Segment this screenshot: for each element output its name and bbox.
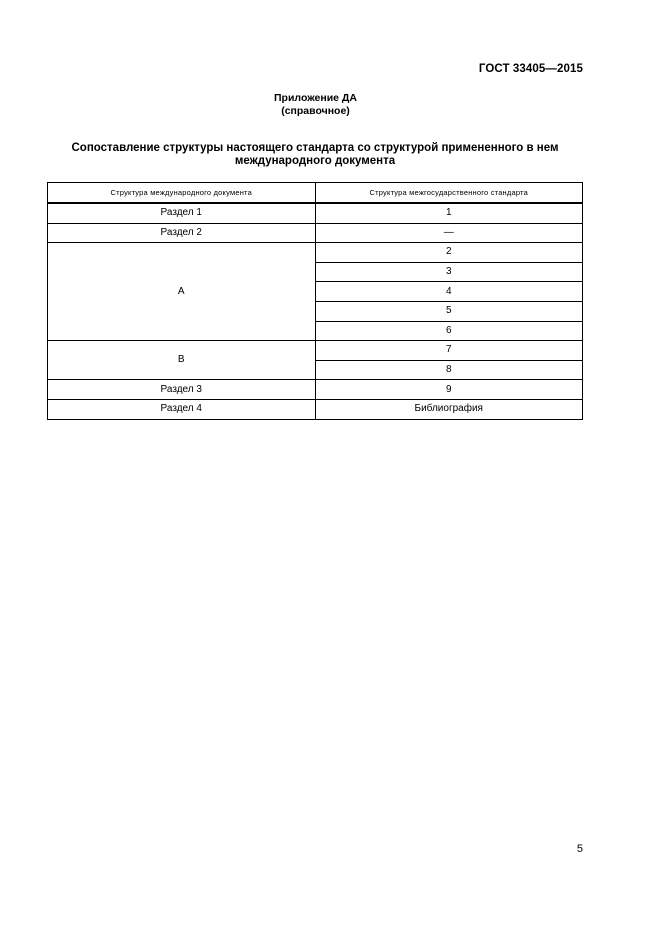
appendix-heading (0, 92, 631, 117)
table-title-line-1: Сопоставление структуры настоящего стандарта со структурой примененного в нем (71, 142, 559, 154)
appendix-title: Приложение ДА (274, 92, 357, 104)
international-structure-cell: Раздел 3 (48, 380, 316, 400)
column-header-international: Структура международного документа (48, 183, 316, 204)
table-row (48, 399, 583, 419)
interstate-structure-cell: 8 (315, 360, 583, 380)
interstate-structure-cell: 6 (315, 321, 583, 341)
interstate-structure-cell: 3 (315, 262, 583, 282)
international-structure-cell: B (48, 341, 316, 380)
table-title (48, 142, 582, 168)
international-structure-cell: A (48, 243, 316, 341)
appendix-subtitle: (справочное) (281, 104, 350, 117)
international-structure-cell: Раздел 1 (48, 203, 316, 223)
table-title-line-2: международного документа (234, 155, 396, 167)
table-row (48, 380, 583, 400)
standard-code: ГОСТ 33405—2015 (478, 63, 583, 75)
interstate-structure-cell: 1 (315, 203, 583, 223)
page-number: 5 (576, 843, 583, 855)
interstate-structure-cell: 7 (315, 341, 583, 361)
international-structure-cell: Раздел 2 (48, 223, 316, 243)
interstate-structure-cell: 5 (315, 301, 583, 321)
interstate-structure-cell: — (315, 223, 583, 243)
interstate-structure-cell: 4 (315, 282, 583, 302)
interstate-structure-cell: 2 (315, 243, 583, 263)
column-header-interstate: Структура межгосударственного стандарта (315, 183, 583, 204)
interstate-structure-cell: 9 (315, 380, 583, 400)
table-row (48, 341, 583, 361)
international-structure-cell: Раздел 4 (48, 399, 316, 419)
table-row (48, 243, 583, 263)
table-header-row (48, 183, 583, 204)
table-body (48, 203, 583, 419)
structure-comparison-table (47, 182, 583, 420)
table-row (48, 223, 583, 243)
interstate-structure-cell: Библиография (315, 399, 583, 419)
table-row (48, 203, 583, 223)
